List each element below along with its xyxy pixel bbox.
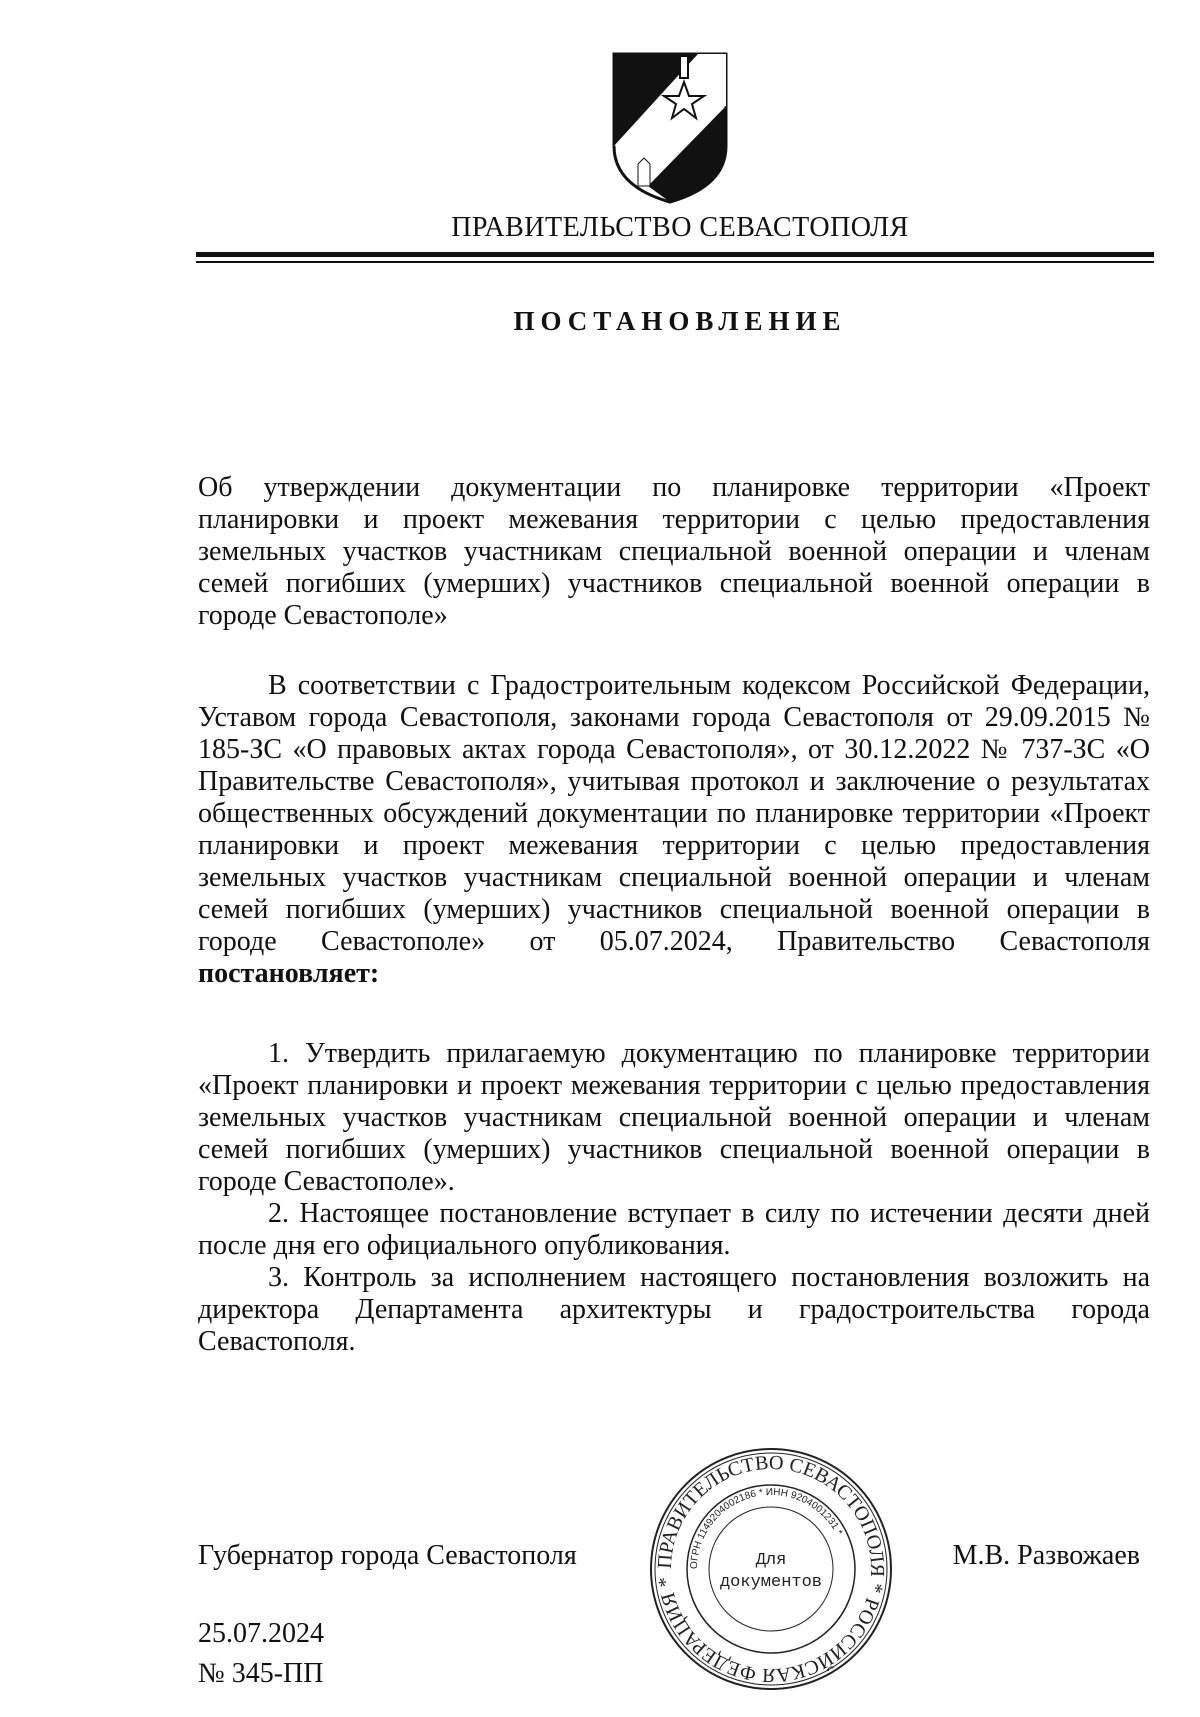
resolution-item: 3. Контроль за исполнением настоящего постановления возложить на директора Департамента архитектуры и градостроительства города Севастополя.	[198, 1262, 1150, 1357]
sevastopol-coat-of-arms-icon	[608, 46, 732, 206]
seal-center-line1: Для	[755, 1551, 787, 1570]
seal-outer-path: ПРАВИТЕЛЬСТВО СЕВАСТОПОЛЯ * РОССИЙСКАЯ ФЕДЕРАЦИЯ *	[653, 1451, 889, 1687]
signatory-position: Губернатор города Севастополя	[198, 1540, 577, 1571]
preamble-emphasis: постановляет:	[198, 958, 380, 989]
header-rule-thin	[196, 261, 1154, 263]
document-date: 25.07.2024	[198, 1618, 324, 1649]
header-rule-thick	[196, 252, 1154, 257]
resolution-items	[198, 1038, 1150, 1358]
seal-inner-path: ОГРН 1149204002186 * ИНН 9204001231 *	[688, 1486, 845, 1570]
document-title-text: Об утверждении документации по планировке территории «Проект планировки и проект межевания территории с целью предоставления земельных участков участникам специальной военной операции и членам семей погибших (умерших) участников специальной военной операции в городе Севастополе»	[198, 472, 1150, 631]
seal-center-line2: документов	[719, 1573, 823, 1592]
resolution-item: 1. Утвердить прилагаемую документацию по планировке территории «Проект планировки и проект межевания территории с целью предоставления земельных участков участникам специальной военной операции и членам семей погибших (умерших) участников специальной военной операции в городе Севастополе».	[198, 1038, 1150, 1197]
document-footer	[198, 1614, 324, 1694]
document-title	[198, 472, 1150, 632]
preamble-paragraph	[198, 670, 1150, 990]
document-number: № 345-ПП	[198, 1658, 324, 1689]
resolution-item: 2. Настоящее постановление вступает в силу по истечении десяти дней после дня его официального опубликования.	[198, 1198, 1150, 1261]
signatory-name: М.В. Развожаев	[952, 1540, 1140, 1571]
document-type: ПОСТАНОВЛЕНИЕ	[513, 306, 847, 336]
official-seal-icon	[646, 1444, 896, 1694]
preamble	[198, 670, 1150, 990]
preamble-text: В соответствии с Градостроительным кодексом Российской Федерации, Уставом города Севастополя, законами города Севастополя от 29.09.2015 № 185-ЗС «О правовых актах города Севастополя», от 30.12.2022 № 737-ЗС «О Правительстве Севастополя», учитывая протокол и заключение о результатах общественных обсуждений документации по планировке территории «Проект планировки и проект межевания территории с целью предоставления земельных участков участникам специальной военной операции и членам семей погибших (умерших) участников специальной военной операции в городе Севастополе» от 05.07.2024, Правительство Севастополя	[198, 670, 1150, 957]
organization-name: ПРАВИТЕЛЬСТВО СЕВАСТОПОЛЯ	[451, 212, 909, 243]
